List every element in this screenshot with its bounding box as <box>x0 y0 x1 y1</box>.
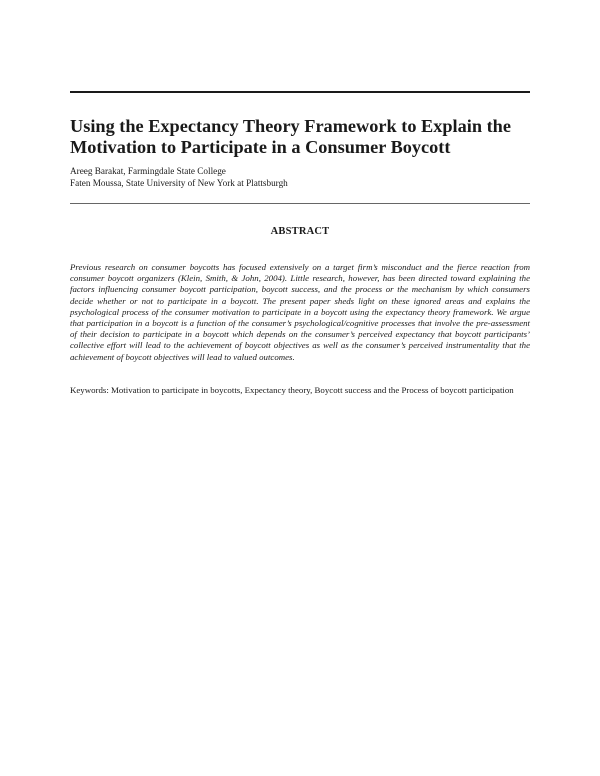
abstract-body: Previous research on consumer boycotts has focused extensively on a target firm’s misconduct and the fierce reaction from consumer boycott organizers (Klein, Smith, & John, 2004). Little research, however, has been directed toward explaining the factors influencing consumer boycott participation, boycott success, and the process or the mechanism by which consumers decide whether or not to participate in a boycott. The present paper sheds light on these ignored areas and explains the psychological process of the consumer motivation to participate in a boycott using the expectancy theory framework. We argue that participation in a boycott is a function of the consumer’s psychological/cognitive processes that involve the pre-assessment of their decision to participate in a boycott which depends on the consumer’s perceived expectancy that boycott participants’ collective effort will lead to the achievement of boycott objectives as well as the consumer’s perceived instrumentality that the achievement of boycott objectives will lead to valued outcomes. <box>70 262 530 362</box>
abstract-heading: ABSTRACT <box>270 226 330 237</box>
paper-title: Using the Expectancy Theory Framework to Explain the Motivation to Participate in a Consumer Boycott <box>70 116 511 157</box>
section-divider <box>70 203 530 204</box>
keywords: Keywords: Motivation to participate in boycotts, Expectancy theory, Boycott success and the Process of boycott participation <box>70 385 514 395</box>
top-rule <box>70 91 530 93</box>
author-2: Faten Moussa, State University of New York at Plattsburgh <box>70 177 288 188</box>
author-list <box>70 166 530 189</box>
author-1: Areeg Barakat, Farmingdale State College <box>70 166 226 176</box>
